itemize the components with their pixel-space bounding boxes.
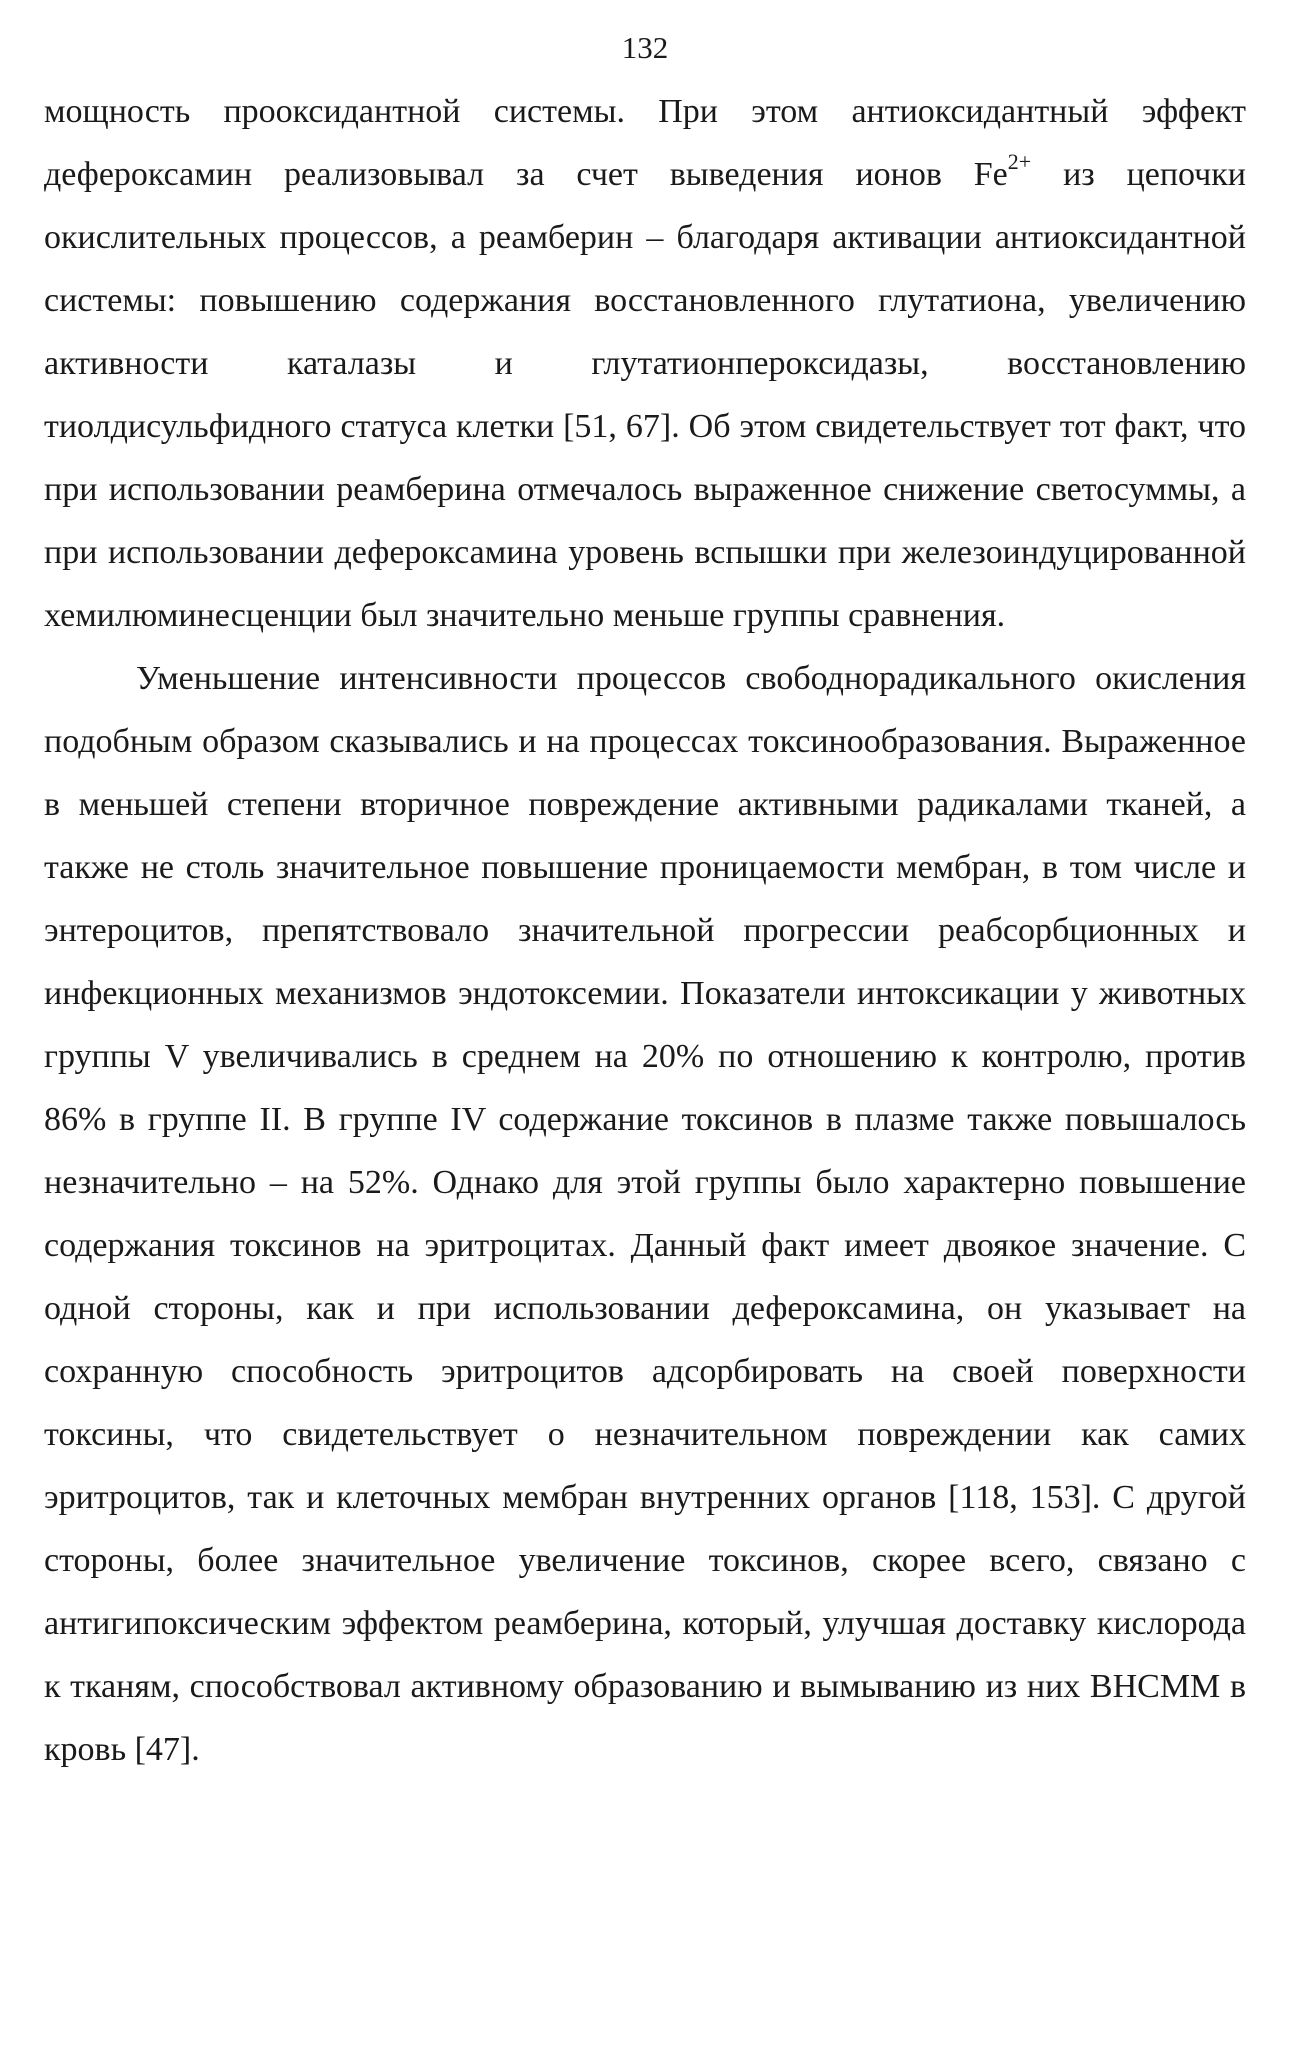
page-number: 132: [621, 30, 669, 65]
paragraph-2: Уменьшение интенсивности процессов свободнорадикального окисления подобным образом сказывались и на процессах токсинообразования. Выраженное в меньшей степени вторичное повреждение активными радикалами тканей, а также не столь значительное повышение проницаемости мембран, в том числе и энтероцитов, препятствовало значительной прогрессии реабсорбционных и инфекционных механизмов эндотоксемии. Показатели интоксикации у животных группы V увеличивались в среднем на 20% по отношению к контролю, против 86% в группе II. В группе IV содержание токсинов в плазме также повышалось незначительно – на 52%. Однако для этой группы было характерно повышение содержания токсинов на эритроцитах. Данный факт имеет двоякое значение. С одной стороны, как и при использовании дефероксамина, он указывает на сохранную способность эритроцитов адсорбировать на своей поверхности токсины, что свидетельствует о незначительном повреждении как самих эритроцитов, так и клеточных мембран внутренних органов [118, 153]. С другой стороны, более значительное увеличение токсинов, скорее всего, связано с антигипоксическим эффектом реамберина, который, улучшая доставку кислорода к тканям, способствовал активному образованию и вымыванию из них ВНСММ в кровь [47].: [44, 660, 1246, 1768]
paragraph-1: [44, 80, 1246, 647]
paragraph-1-text-end: из цепочки окислительных процессов, а реамберин – благодаря активации антиоксидантной системы: повышению содержания восстановленного глутатиона, увеличению активности каталазы и глутатионпероксидазы, восстановлению тиолдисульфидного статуса клетки [51, 67]. Об этом свидетельствует тот факт, что при использовании реамберина отмечалось выраженное снижение светосуммы, а при использовании дефероксамина уровень вспышки при железоиндуцированной хемилюминесценции был значительно меньше группы сравнения.: [44, 156, 1246, 634]
iron-ion-charge: 2+: [1007, 148, 1032, 174]
body-text: [44, 80, 1246, 1781]
paragraph-1-text-start: мощность прооксидантной системы. При этом антиоксидантный эффект дефероксамин реализовывал за счет выведения ионов Fe: [44, 93, 1246, 193]
